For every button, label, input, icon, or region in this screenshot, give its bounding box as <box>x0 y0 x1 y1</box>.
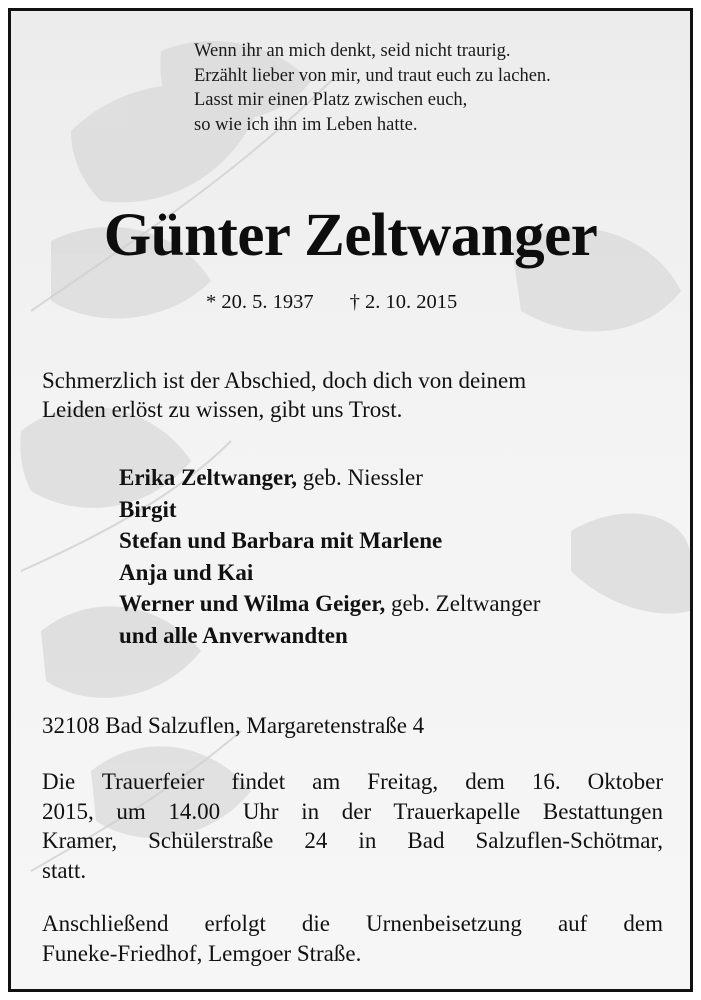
ceremony-line: Kramer, Schülerstraße 24 in Bad Salzuflen-Schötmar, <box>42 828 663 853</box>
intro-line: Schmerzlich ist der Abschied, doch dich von deinem <box>42 368 527 393</box>
mourner-entry <box>119 557 540 589</box>
poem-line: so wie ich ihn im Leben hatte. <box>194 114 418 135</box>
mourner-name: Anja und Kai <box>119 559 254 585</box>
burial-line: Anschließend erfolgt die Urnenbeisetzung auf dem <box>42 911 663 936</box>
ceremony-line: 2015, um 14.00 Uhr in der Trauerkapelle Bestattungen <box>42 798 663 824</box>
poem-line: Erzählt lieber von mir, und traut euch zu lachen. <box>194 65 551 86</box>
mourner-entry <box>119 525 540 557</box>
mourner-name: Werner und Wilma Geiger, <box>119 591 386 616</box>
family-address: 32108 Bad Salzuflen, Margaretenstraße 4 <box>42 713 425 738</box>
burial-line: Funeke-Friedhof, Lemgoer Straße. <box>42 940 362 966</box>
ceremony-info <box>42 767 663 885</box>
mourner-name: Erika Zeltwanger, <box>119 465 298 490</box>
ceremony-line: Die Trauerfeier findet am Freitag, dem 16. Oktober <box>42 769 663 794</box>
intro-text <box>42 366 526 424</box>
mourner-entry <box>119 588 540 620</box>
burial-info <box>42 909 663 968</box>
poem-line: Lasst mir einen Platz zwischen euch, <box>194 90 468 110</box>
life-dates <box>206 289 457 315</box>
mourner-entry <box>119 462 540 494</box>
birth-date: * 20. 5. 1937 <box>206 291 314 313</box>
mourner-suffix: geb. Niessler <box>297 465 423 490</box>
deceased-name: Günter Zeltwanger <box>103 202 598 269</box>
mourner-entry <box>119 620 540 652</box>
poem-line: Wenn ihr an mich denkt, seid nicht traurig. <box>194 41 511 61</box>
mourner-name: und alle Anverwandten <box>119 622 348 648</box>
mourner-name: Birgit <box>119 496 177 522</box>
death-date: † 2. 10. 2015 <box>349 291 458 313</box>
obituary-frame <box>8 8 693 992</box>
mourners-list <box>119 462 540 651</box>
mourner-suffix: geb. Zeltwanger <box>385 591 541 616</box>
ceremony-line: statt. <box>42 857 87 883</box>
mourner-name: Stefan und Barbara mit Marlene <box>119 528 443 553</box>
mourner-entry <box>119 494 540 526</box>
intro-line: Leiden erlöst zu wissen, gibt uns Trost. <box>42 397 403 422</box>
memorial-poem <box>194 39 551 137</box>
